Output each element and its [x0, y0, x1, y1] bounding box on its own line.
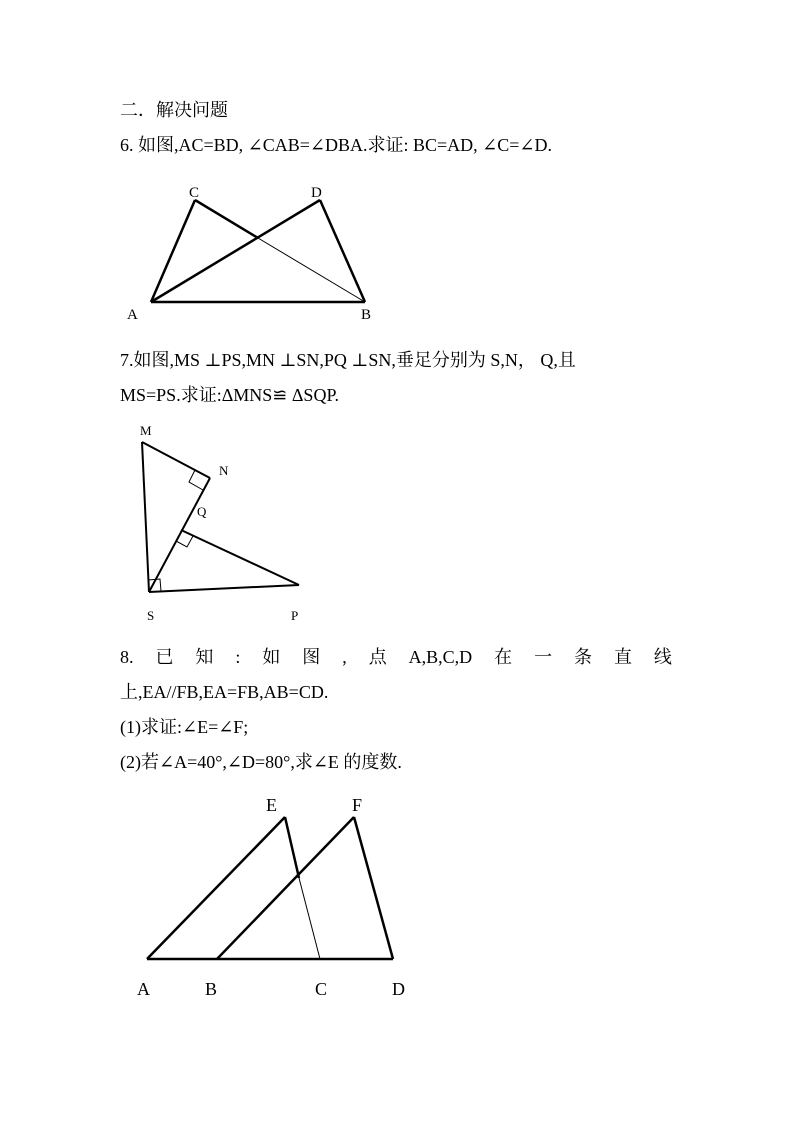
- q8-token: 一: [534, 647, 553, 667]
- fig6-label-c: C: [189, 185, 200, 201]
- q8-token: 直: [613, 647, 632, 667]
- fig6-label-b: B: [361, 307, 372, 323]
- q8-token: 条: [574, 647, 593, 667]
- fig7-label-n: N: [219, 463, 229, 478]
- q8-token: 在: [494, 647, 513, 667]
- fig7-label-q: Q: [197, 504, 207, 519]
- fig8-label-d: D: [392, 979, 405, 999]
- question-6-text: 6. 如图,AC=BD, ∠CAB=∠DBA.求证: BC=AD, ∠C=∠D.: [120, 135, 552, 155]
- fig8-label-e: E: [266, 795, 277, 815]
- fig8-segment-bf: [217, 817, 354, 959]
- q8-token: ,: [342, 647, 347, 667]
- fig8-label-b: B: [205, 979, 218, 999]
- fig8-segment-ae: [147, 817, 285, 959]
- question-8-part-2: (2)若∠A=40°,∠D=80°,求∠E 的度数.: [120, 752, 402, 772]
- q8-token: 已: [155, 647, 174, 667]
- fig8-label-c: C: [315, 979, 328, 999]
- q8-token: 线: [653, 647, 672, 667]
- fig7-label-p: P: [291, 608, 299, 623]
- fig6-label-a: A: [127, 307, 138, 323]
- q8-token: 图: [302, 647, 321, 667]
- q8-token: :: [235, 647, 241, 667]
- q8-token: 点: [368, 647, 387, 667]
- fig8-segment-fd: [354, 817, 393, 959]
- question-7-line-1: 7.如图,MS ⊥PS,MN ⊥SN,PQ ⊥SN,垂足分别为 S,N， Q,且: [120, 350, 576, 370]
- question-8-line-2: 上,EA//FB,EA=FB,AB=CD.: [120, 682, 329, 702]
- question-7-line-2: MS=PS.求证:ΔMNS≌ ΔSQP.: [120, 385, 339, 405]
- q8-token: 8.: [120, 647, 134, 667]
- section-title: 二．解决问题: [120, 100, 228, 120]
- fig8-label-a: A: [137, 979, 150, 999]
- fig7-label-m: M: [140, 423, 152, 438]
- fig8-label-f: F: [352, 795, 363, 815]
- question-8-part-1: (1)求证:∠E=∠F;: [120, 717, 249, 737]
- fig8-segment-ec-thick: [285, 817, 299, 878]
- fig7-label-s: S: [147, 608, 155, 623]
- q8-token: 知: [195, 647, 214, 667]
- q8-token: A,B,C,D: [408, 647, 473, 667]
- fig8-segment-ec-thin: [299, 878, 320, 959]
- fig6-label-d: D: [311, 185, 322, 201]
- q8-token: 如: [262, 647, 281, 667]
